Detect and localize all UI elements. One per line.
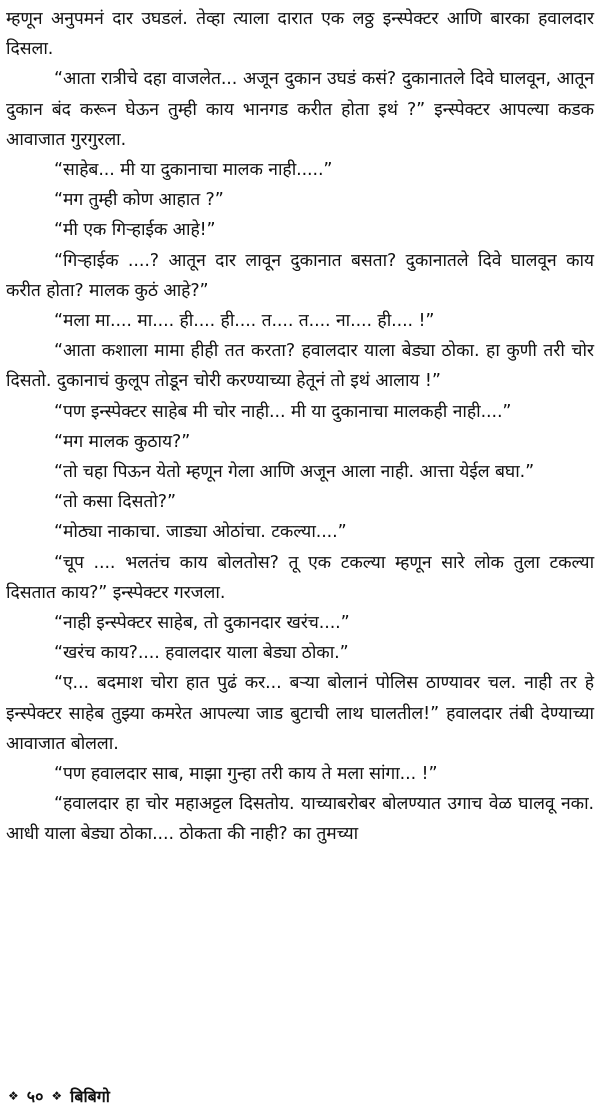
- paragraph: “साहेब... मी या दुकानाचा मालक नाही.....”: [54, 160, 333, 181]
- paragraph: “गिऱ्हाईक ....? आतून दार लावून दुकानात बसता? दुकानातले दिवे घालवून काय करीत होता? मालक कुठं आहे?”: [6, 250, 594, 301]
- paragraph: “मला मा.... मा.... ही.... ही.... त.... त.... ना.... ही.... !”: [54, 311, 435, 332]
- ornament-icon: ❖: [51, 1089, 63, 1103]
- page-number: ५०: [26, 1087, 44, 1106]
- paragraph: “हवालदार हा चोर महाअट्टल दिसतोय. याच्याबरोबर बोलण्यात उगाच वेळ घालवू नका. आधी याला बेड्या ठोका.... ठोकता की नाही? का तुमच्या: [6, 794, 594, 845]
- paragraph: “ए... बदमाश चोरा हात पुढं कर... बऱ्या बोलानं पोलिस ठाण्यावर चल. नाही तर हे इन्स्पेक्टर साहेब तुझ्या कमरेत आपल्या जाड बुटाची लाथ घालतील!” हवालदार तंबी देण्याच्या आवाजात बोलला.: [6, 673, 594, 754]
- paragraph: “मी एक गिऱ्हाईक आहे!”: [54, 220, 216, 241]
- paragraph: “चूप .... भलतंच काय बोलतोस? तू एक टकल्या म्हणून सारे लोक तुला टकल्या दिसतात काय?” इन्स्पेक्टर गरजला.: [6, 552, 594, 603]
- paragraph: “नाही इन्स्पेक्टर साहेब, तो दुकानदार खरंच....”: [54, 613, 350, 634]
- paragraph: “आता रात्रीचे दहा वाजलेत... अजून दुकान उघडं कसं? दुकानातले दिवे घालवून, आतून दुकान बंद करून घेऊन तुम्ही काय भानगड करीत होता इथं ?” इन्स्पेक्टर आपल्या कडक आवाजात गुरगुरला.: [6, 69, 594, 150]
- paragraph: “पण हवालदार साब, माझा गुन्हा तरी काय ते मला सांगा... !”: [54, 764, 438, 785]
- paragraph: म्हणून अनुपमनं दार उघडलं. तेव्हा त्याला दारात एक लठ्ठ इन्स्पेक्टर आणि बारका हवालदार दिसला.: [6, 9, 594, 60]
- paragraph: “मग तुम्ही कोण आहात ?”: [54, 190, 224, 211]
- paragraph: “पण इन्स्पेक्टर साहेब मी चोर नाही... मी या दुकानाचा मालकही नाही....”: [54, 401, 512, 422]
- page-footer: [8, 1085, 110, 1107]
- paragraph: “तो चहा पिऊन येतो म्हणून गेला आणि अजून आला नाही. आत्ता येईल बघा.”: [54, 462, 535, 483]
- paragraph: “आता कशाला मामा हीही तत करता? हवालदार याला बेड्या ठोका. हा कुणी तरी चोर दिसतो. दुकानाचं कुलूप तोडून चोरी करण्याच्या हेतूनं तो इथं आलाय !”: [6, 341, 594, 392]
- book-title: बिबिगो: [70, 1087, 110, 1106]
- body-text: [6, 4, 594, 850]
- paragraph: “खरंच काय?.... हवालदार याला बेड्या ठोका.”: [54, 643, 349, 664]
- ornament-icon: ❖: [8, 1089, 19, 1103]
- paragraph: “मोठ्या नाकाचा. जाड्या ओठांचा. टकल्या....”: [54, 522, 347, 543]
- paragraph: “मग मालक कुठाय?”: [54, 431, 191, 452]
- paragraph: “तो कसा दिसतो?”: [54, 492, 176, 513]
